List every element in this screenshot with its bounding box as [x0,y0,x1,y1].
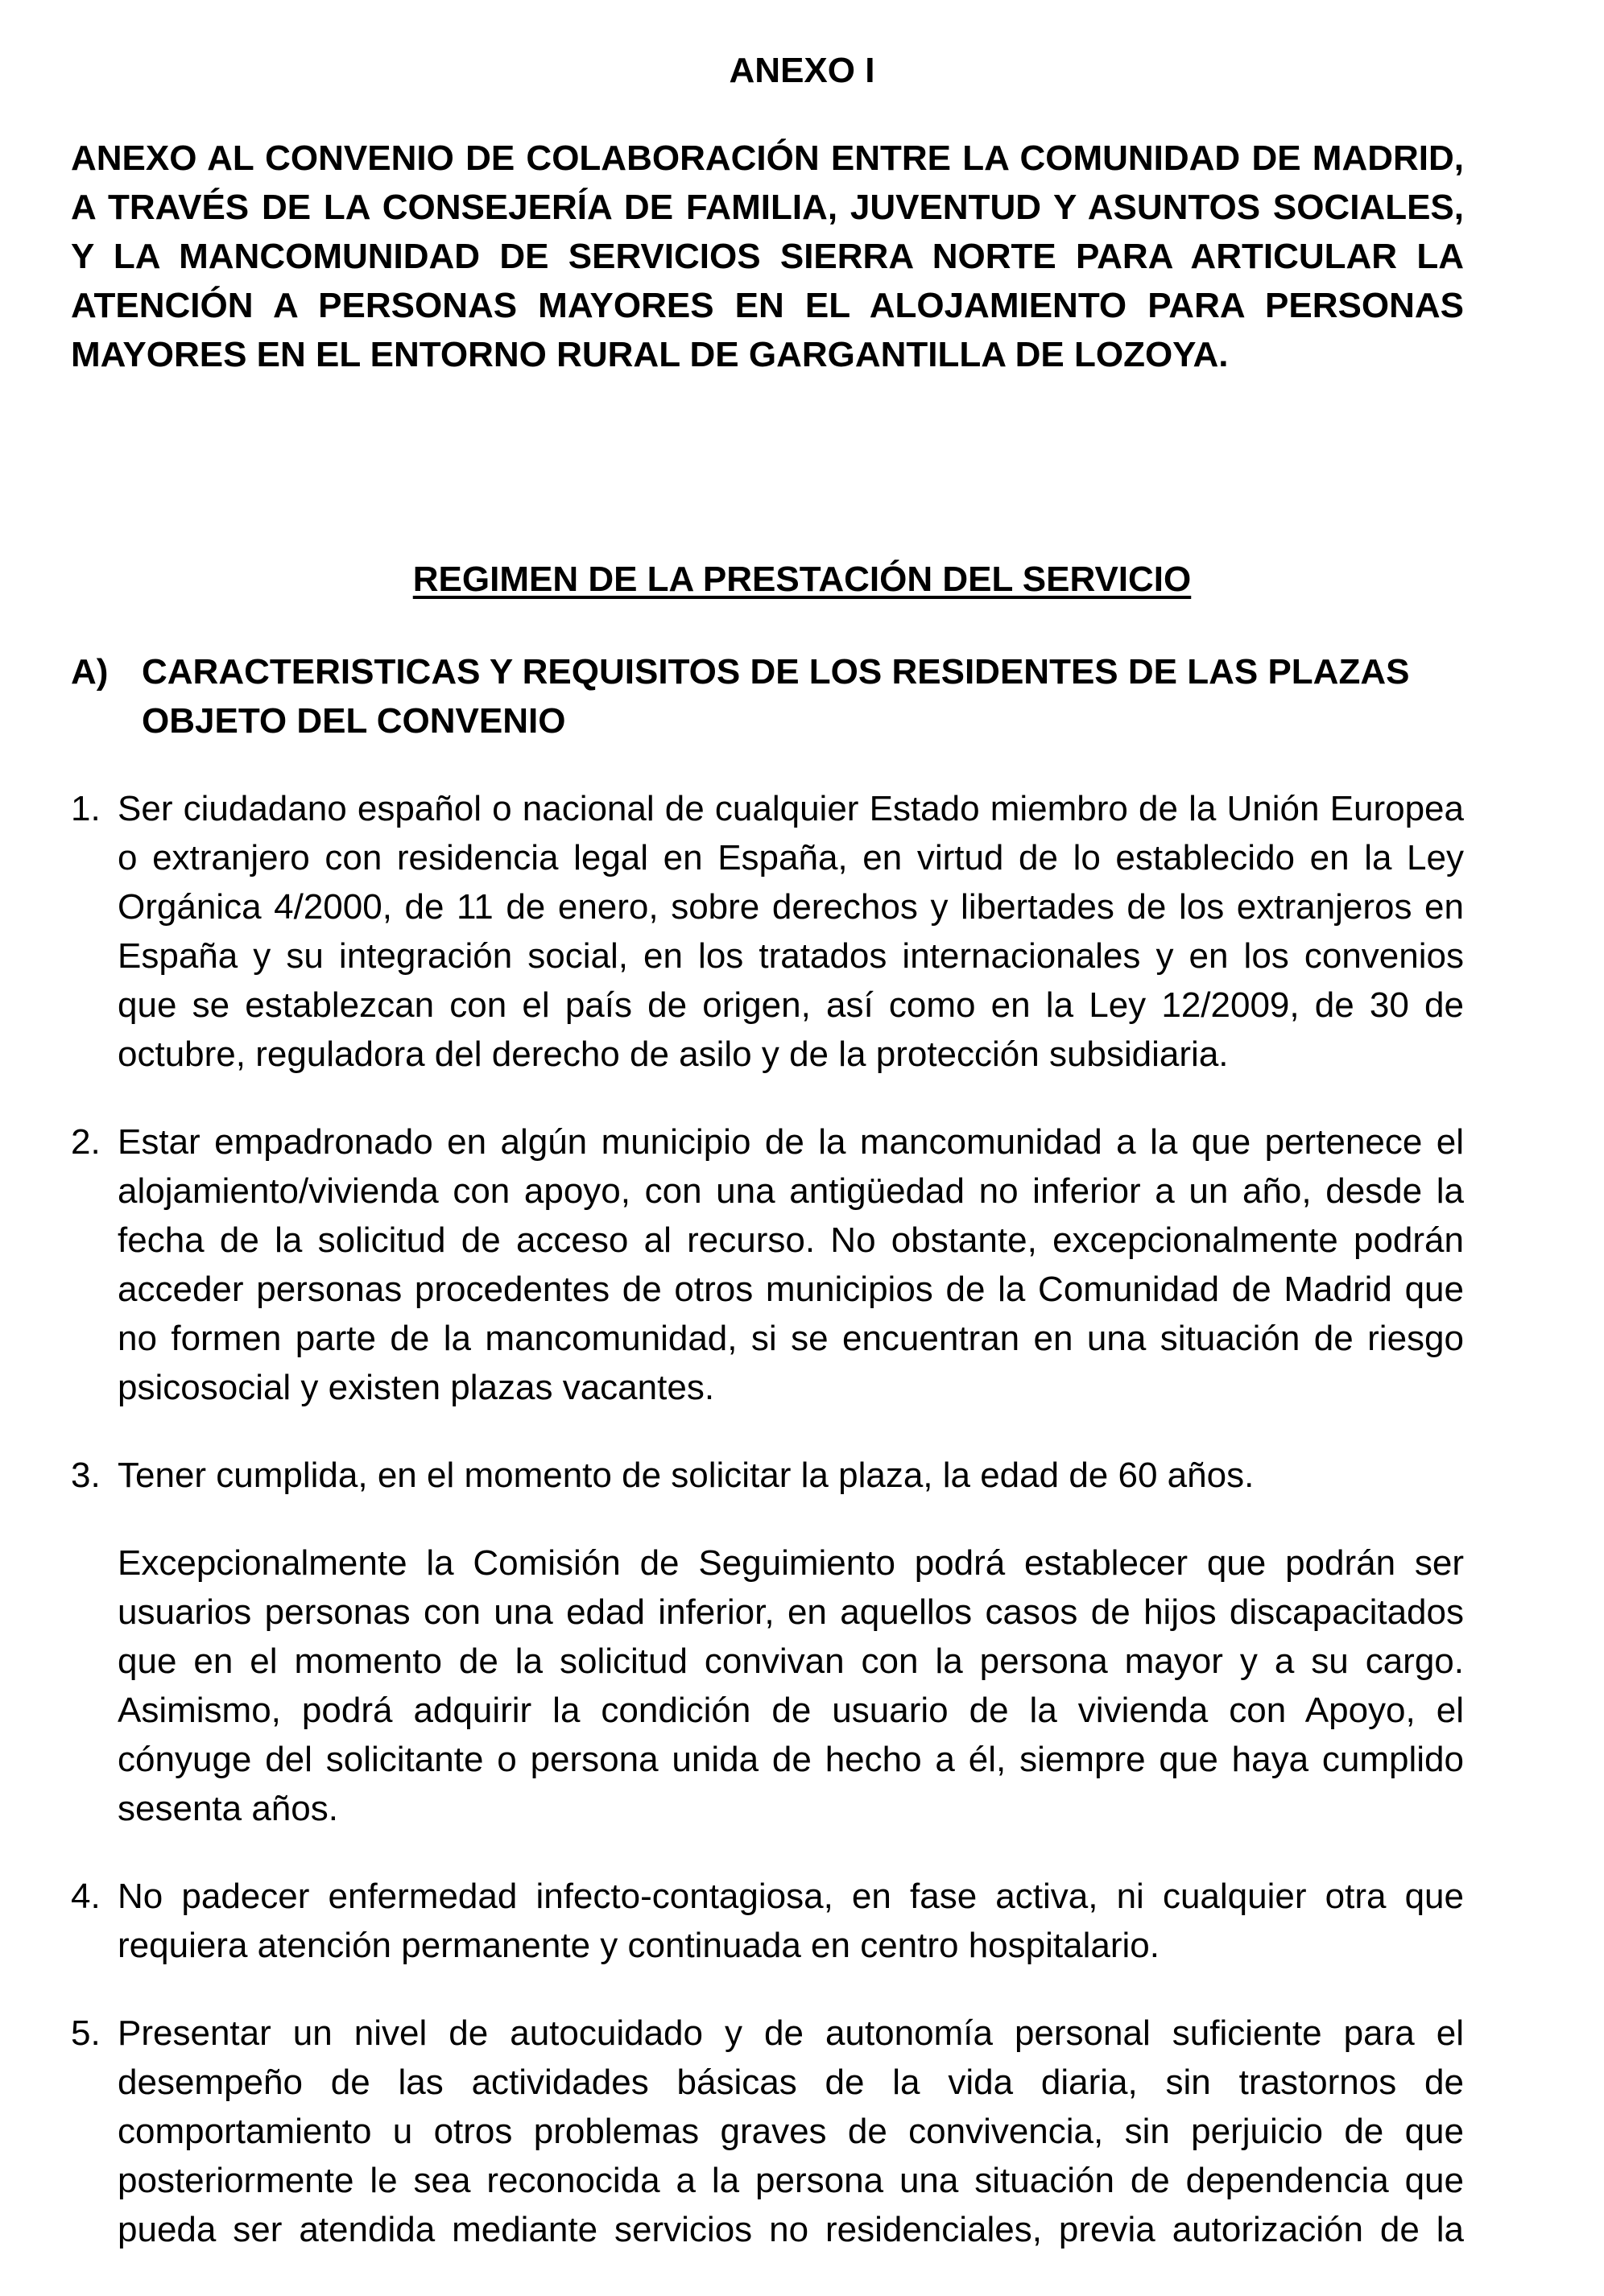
subsection-letter: A) [71,652,109,692]
requirement-number: 5. [71,2013,101,2053]
requirement-number: 3. [71,1456,101,1495]
section-title: REGIMEN DE LA PRESTACIÓN DEL SERVICIO [412,560,1192,599]
requirement-text: Presentar un nivel de autocuidado y de autonomía personal suficiente para el desempeño de las actividades básicas de la vida diaria, sin trastornos de comportamiento u otros problemas graves de convivencia, sin perjuicio de que posteriormente le sea reconocida a la persona una situación de dependencia que pueda ser atendida mediante servicios no residenciales, previa autorización de la [118,2013,1464,2249]
requirement-item-4 [71,1872,1464,1970]
requirement-text: No padecer enfermedad infecto-contagiosa, en fase activa, ni cualquier otra que requiera atención permanente y continuada en centro hospitalario. [118,1877,1464,1965]
requirement-number: 1. [71,789,101,828]
requirements-list [71,784,1464,2293]
requirement-number: 2. [71,1122,101,1162]
requirement-item-2 [71,1117,1464,1412]
requirement-text: Estar empadronado en algún municipio de la mancomunidad a la que pertenece el alojamiento/vivienda con apoyo, con una antigüedad no inferior a un año, desde la fecha de la solicitud de acceso al recurso. No obstante, excepcionalmente podrán acceder personas procedentes de otros municipios de la Comunidad de Madrid que no formen parte de la mancomunidad, si se encuentran en una situación de riesgo psicosocial y existen plazas vacantes. [118,1122,1464,1407]
requirement-number: 4. [71,1877,101,1916]
requirement-item-3 [71,1451,1464,1833]
annex-subtitle: ANEXO AL CONVENIO DE COLABORACIÓN ENTRE LA COMUNIDAD DE MADRID, A TRAVÉS DE LA CONSEJERÍA DE FAMILIA, JUVENTUD Y ASUNTOS SOCIALES, Y LA MANCOMUNIDAD DE SERVICIOS SIERRA NORTE PARA ARTICULAR LA ATENCIÓN A PERSONAS MAYORES EN EL ALOJAMIENTO PARA PERSONAS MAYORES EN EL ENTORNO RURAL DE GARGANTILLA DE LOZOYA. [71,138,1464,374]
subsection-heading-text: CARACTERISTICAS Y REQUISITOS DE LOS RESIDENTES DE LAS PLAZAS OBJETO DEL CONVENIO [142,652,1410,741]
requirement-item-1 [71,784,1464,1079]
requirement-item-5 [71,2009,1464,2254]
requirement-text: Ser ciudadano español o nacional de cualquier Estado miembro de la Unión Europea o extranjero con residencia legal en España, en virtud de lo establecido en la Ley Orgánica 4/2000, de 11 de enero, sobre derechos y libertades de los extranjeros en España y su integración social, en los tratados internacionales y en los convenios que se establezcan con el país de origen, así como en la Ley 12/2009, de 30 de octubre, reguladora del derecho de asilo y de la protección subsidiaria. [118,789,1464,1074]
annex-title: ANEXO I [729,51,875,90]
requirement-text: Tener cumplida, en el momento de solicitar la plaza, la edad de 60 años. [118,1456,1255,1495]
requirement-extra-paragraph: Excepcionalmente la Comisión de Seguimiento podrá establecer que podrán ser usuarios personas con una edad inferior, en aquellos casos de hijos discapacitados que en el momento de la solicitud convivan con la persona mayor y a su cargo. Asimismo, podrá adquirir la condición de usuario de la vivienda con Apoyo, el cónyuge del solicitante o persona unida de hecho a él, siempre que haya cumplido sesenta años. [118,1543,1464,1828]
subsection-heading [71,647,1464,745]
